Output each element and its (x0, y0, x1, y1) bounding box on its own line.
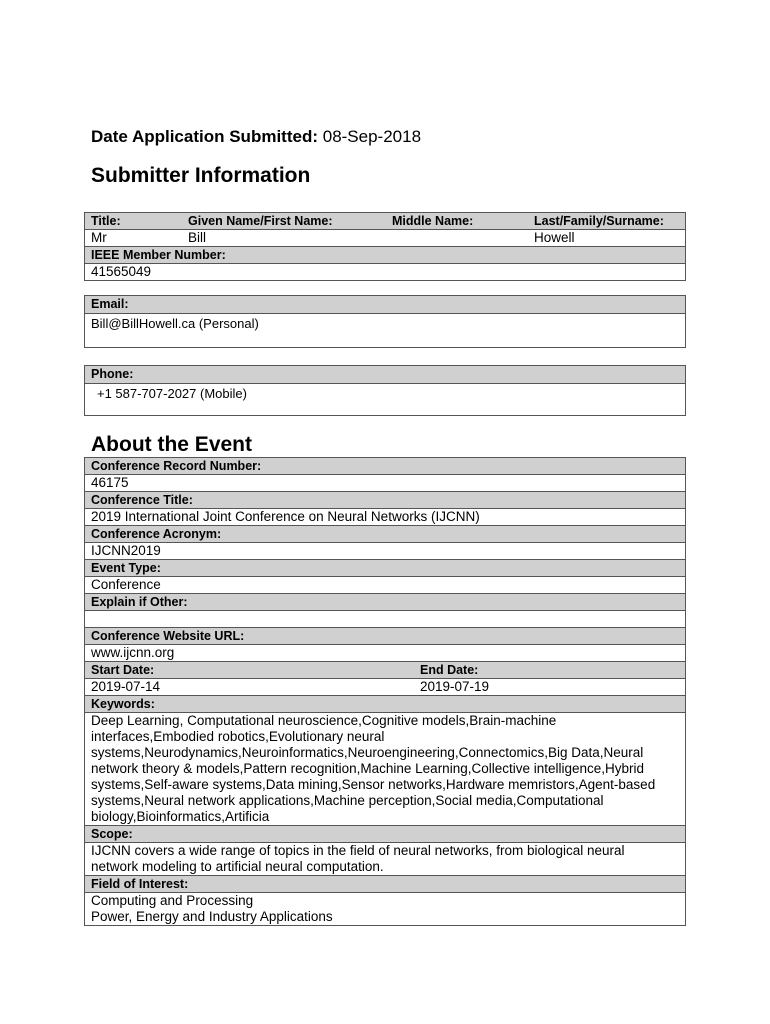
scope-label: Scope: (85, 826, 685, 843)
member-number-label: IEEE Member Number: (85, 247, 685, 264)
record-number-label: Conference Record Number: (85, 458, 685, 475)
event-heading: About the Event (91, 433, 252, 456)
scope-value (85, 843, 685, 876)
conference-title-value: 2019 International Joint Conference on Neural Networks (IJCNN) (85, 509, 685, 526)
last-name-value: Howell (534, 230, 575, 245)
explain-other-value (85, 611, 685, 628)
keywords-line: systems,Self-aware systems,Data mining,Sensor networks,Hardware memristors,Agent-based (91, 777, 656, 792)
keywords-line: Deep Learning, Computational neuroscience,Cognitive models,Brain-machine (91, 713, 557, 728)
keywords-line: biology,Bioinformatics,Artificia (91, 809, 270, 824)
record-number-value: 46175 (85, 475, 685, 492)
given-name-label: Given Name/First Name: (188, 214, 333, 228)
name-value-row (85, 230, 685, 247)
title-value: Mr (91, 230, 107, 245)
website-url-label: Conference Website URL: (85, 628, 685, 645)
date-submitted-label: Date Application Submitted: (91, 127, 318, 146)
keywords-label: Keywords: (85, 696, 685, 713)
acronym-label: Conference Acronym: (85, 526, 685, 543)
email-value: Bill@BillHowell.ca (Personal) (91, 316, 259, 331)
end-date-value: 2019-07-19 (420, 679, 490, 694)
keywords-line: systems,Neurodynamics,Neuroinformatics,Neuroengineering,Connectomics,Big Data,Neural (91, 745, 644, 760)
member-number-value: 41565049 (91, 264, 152, 279)
event-type-label: Event Type: (85, 560, 685, 577)
email-box (84, 295, 686, 348)
given-name-value: Bill (188, 230, 207, 245)
phone-box (84, 365, 686, 416)
conference-title-label: Conference Title: (85, 492, 685, 509)
phone-label: Phone: (85, 366, 685, 384)
email-label: Email: (85, 296, 685, 314)
title-label: Title: (91, 214, 121, 228)
acronym-value: IJCNN2019 (85, 543, 685, 560)
date-submitted-value: 08-Sep-2018 (322, 127, 422, 146)
event-box (84, 457, 686, 926)
scope-line: network modeling to artificial neural computation. (91, 859, 384, 874)
field-of-interest-value (85, 893, 685, 925)
dates-value-row (85, 679, 685, 696)
phone-value: +1 587-707-2027 (Mobile) (97, 386, 247, 401)
keywords-line: interfaces,Embodied robotics,Evolutionary neural (91, 729, 385, 744)
middle-name-label: Middle Name: (392, 214, 474, 228)
interest-line: Computing and Processing (91, 893, 254, 908)
field-of-interest-label: Field of Interest: (85, 876, 685, 893)
website-url-value: www.ijcnn.org (85, 645, 685, 662)
start-date-value: 2019-07-14 (91, 679, 161, 694)
keywords-value (85, 713, 685, 826)
start-date-label: Start Date: (91, 663, 155, 677)
end-date-label: End Date: (420, 663, 479, 677)
middle-name-value (392, 230, 534, 246)
keywords-line: systems,Neural network applications,Machine perception,Social media,Computational (91, 793, 604, 808)
name-box (84, 212, 686, 281)
last-name-label: Last/Family/Surname: (534, 214, 664, 228)
date-submitted-line (91, 127, 421, 147)
interest-line: Power, Energy and Industry Applications (91, 909, 333, 924)
submitter-heading: Submitter Information (91, 164, 311, 187)
event-type-value: Conference (85, 577, 685, 594)
keywords-line: network theory & models,Pattern recognition,Machine Learning,Collective intelligence,Hybrid (91, 761, 645, 776)
explain-other-label: Explain if Other: (85, 594, 685, 611)
scope-line: IJCNN covers a wide range of topics in the field of neural networks, from biological neural (91, 843, 625, 858)
name-header-row (85, 213, 685, 230)
dates-header-row (85, 662, 685, 679)
